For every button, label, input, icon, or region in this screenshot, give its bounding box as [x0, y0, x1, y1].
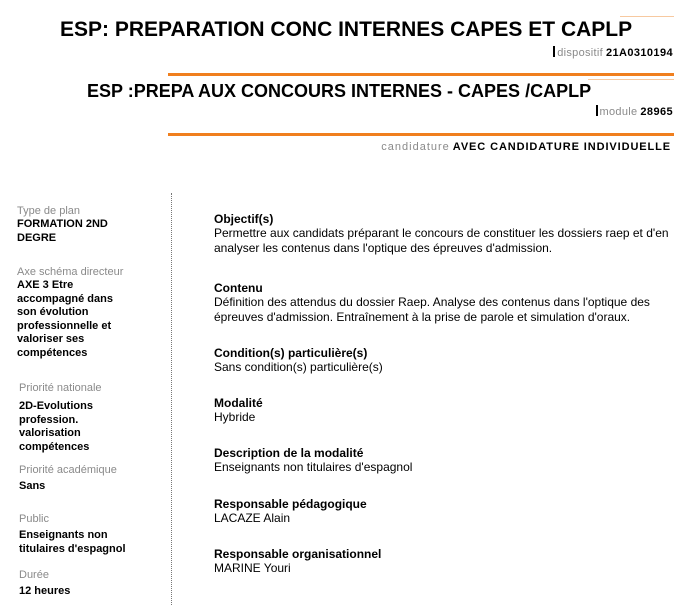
dispositif-title: ESP: PREPARATION CONC INTERNES CAPES ET CAPLP	[60, 18, 633, 41]
public-label: Public	[19, 513, 49, 525]
modalite-heading: Modalité	[214, 396, 263, 410]
axe-block	[17, 266, 157, 360]
objectif-heading: Objectif(s)	[214, 212, 274, 226]
priorite-academique-block	[19, 464, 159, 494]
priorite-nationale-block	[19, 382, 159, 454]
accent-line-2	[168, 133, 674, 136]
module-title: ESP :PREPA AUX CONCOURS INTERNES - CAPES /CAPLP	[87, 81, 592, 101]
module-label: module	[599, 106, 638, 118]
duree-value: 12 heures	[19, 585, 71, 597]
contenu-section	[214, 281, 684, 325]
responsable-pedagogique-heading: Responsable pédagogique	[214, 497, 367, 511]
contenu-heading: Contenu	[214, 281, 263, 295]
priorite-academique-label: Priorité académique	[19, 464, 117, 476]
objectif-text: Permettre aux candidats préparant le concours de constituer les dossiers raep et d'en analyser les contenus dans l'optique des épreuves d'admission.	[214, 226, 669, 255]
type-plan-label: Type de plan	[17, 205, 80, 217]
responsable-organisationnel-heading: Responsable organisationnel	[214, 547, 382, 561]
description-modalite-text: Enseignants non titulaires d'espagnol	[214, 460, 413, 474]
responsable-organisationnel-text: MARINE Youri	[214, 561, 291, 575]
axe-value: AXE 3 Etre accompagné dans son évolution professionnelle et valoriser ses compétences	[17, 279, 113, 359]
dispositif-value: 21A0310194	[605, 47, 673, 59]
dispositif-meta	[553, 46, 673, 59]
duree-block	[19, 569, 159, 599]
responsable-pedagogique-text: LACAZE Alain	[214, 511, 291, 525]
meta-separator	[596, 105, 598, 116]
column-divider	[171, 193, 172, 605]
condition-section	[214, 346, 684, 375]
modalite-section	[214, 396, 684, 425]
module-meta	[596, 105, 673, 118]
module-value: 28965	[640, 106, 673, 118]
description-modalite-heading: Description de la modalité	[214, 446, 364, 460]
accent-line-1	[168, 73, 674, 76]
condition-text: Sans condition(s) particulière(s)	[214, 360, 383, 374]
priorite-nationale-value: 2D-Evolutions profession. valorisation compétences	[19, 400, 93, 453]
condition-heading: Condition(s) particulière(s)	[214, 346, 368, 360]
responsable-pedagogique-section	[214, 497, 684, 526]
candidature-value: AVEC CANDIDATURE INDIVIDUELLE	[452, 141, 671, 153]
responsable-organisationnel-section	[214, 547, 684, 576]
public-block	[19, 513, 159, 556]
priorite-nationale-label: Priorité nationale	[19, 382, 102, 394]
meta-separator	[553, 46, 555, 57]
candidature-meta	[381, 141, 671, 153]
public-value: Enseignants non titulaires d'espagnol	[19, 529, 126, 555]
contenu-text: Définition des attendus du dossier Raep. Analyse des contenus dans l'optique des épreuves d'admission. Entraînement à la prise de parole et simulation d'oraux.	[214, 295, 650, 324]
description-modalite-section	[214, 446, 684, 475]
type-plan-block	[17, 205, 157, 245]
accent-line-top	[620, 16, 674, 17]
type-plan-value: FORMATION 2ND DEGRE	[17, 218, 108, 244]
dispositif-label: dispositif	[557, 47, 603, 59]
duree-label: Durée	[19, 569, 49, 581]
candidature-label: candidature	[381, 141, 450, 153]
accent-line-mid	[588, 79, 674, 80]
axe-label: Axe schéma directeur	[17, 266, 124, 278]
modalite-text: Hybride	[214, 410, 256, 424]
priorite-academique-value: Sans	[19, 480, 46, 492]
objectif-section	[214, 212, 684, 256]
